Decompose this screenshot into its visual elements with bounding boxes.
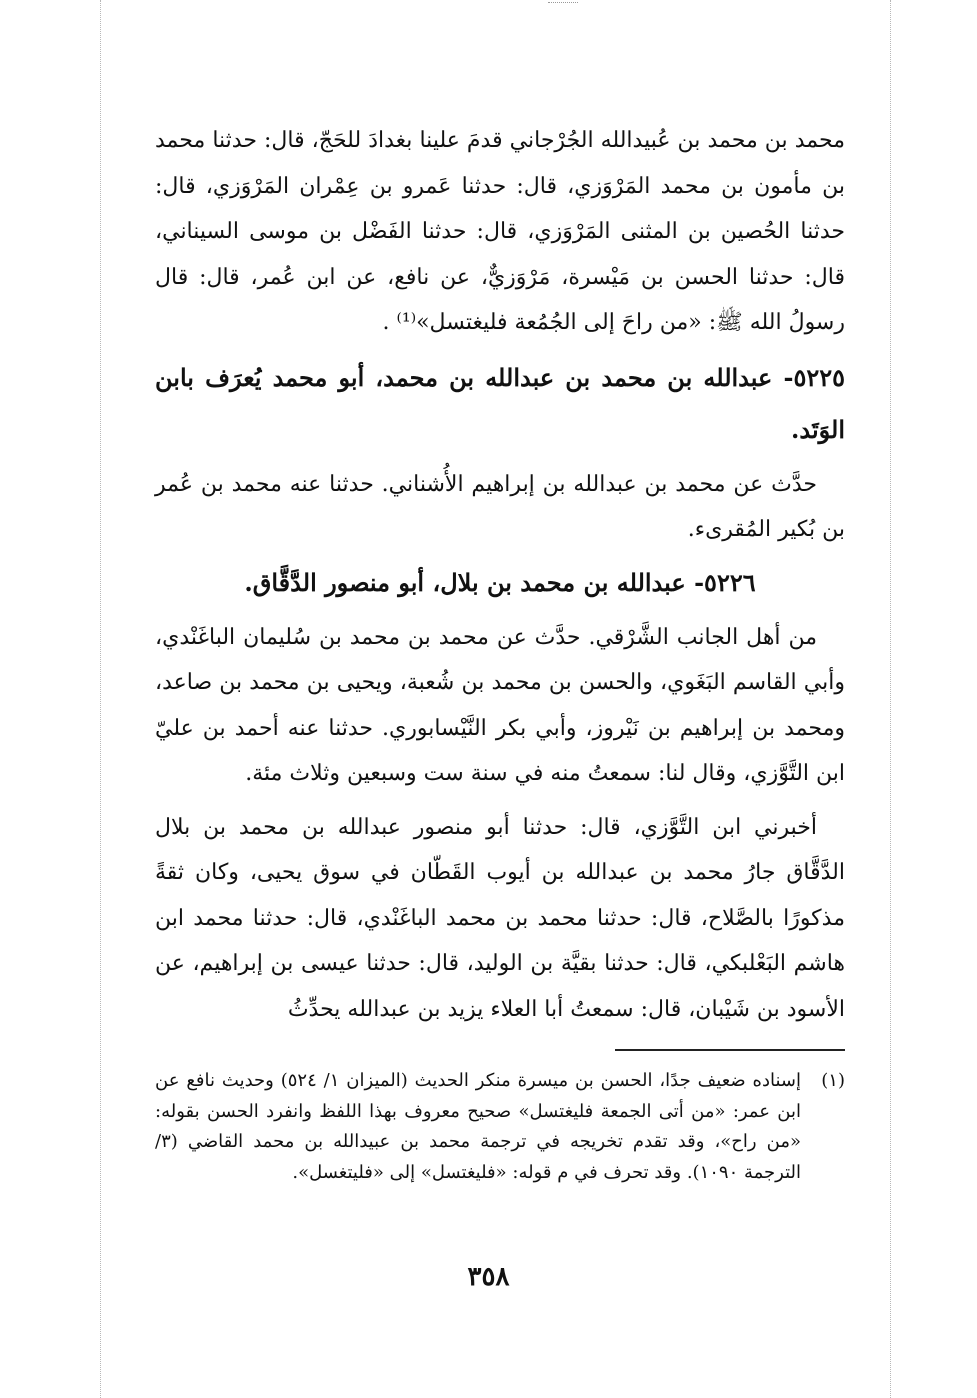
scan-margin-guide-right — [890, 0, 891, 1398]
entry-heading-5226: ٥٢٢٦- عبدالله بن محمد بن بلال، أبو منصور الدَّقَّاق. — [244, 567, 756, 597]
footnote-divider — [615, 1049, 845, 1051]
entry-heading-5225: ٥٢٢٥- عبدالله بن محمد بن عبدالله بن محمد، أبو محمد يُعرَف بابن الوَتَد. — [155, 362, 845, 444]
paragraph-entry-5225: حدَّث عن محمد بن عبدالله بن إبراهيم الأُشناني. حدثنا عنه محمد بن عُمر بن بُكير المُقرىء. — [155, 471, 845, 542]
paragraph-isnad-ibn-tawwazi: أخبرني ابن التَّوَّزي، قال: حدثنا أبو منصور عبدالله بن محمد بن بلال الدَّقَّاق جارُ محمد بن عبدالله بن أيوب القَطّان في سوق يحيى، وكان ثقةً مذكورًا بالصَّلاح، قال: حدثنا محمد بن محمد الباغَنْدي، قال: حدثنا محمد ابن هاشم البَعْلبكي، قال: حدثنا بقيَّة بن الوليد، قال: حدثنا عيسى بن إبراهيم، عن الأسود بن شَيْبان، قال: سمعتُ أبا العلاء يزيد بن عبدالله يحدِّثُ — [155, 814, 845, 1022]
footnote-text: إسناده ضعيف جدًا، الحسن بن ميسرة منكر الحديث (الميزان ١/ ٥٢٤) وحديث نافع عن ابن عمر: «من أتى الجمعة فليغتسل» صحيح معروف بهذا اللفظ وانفرد الحسن بقوله: «من راح»، وقد تقدم تخريجه في ترجمة محمد بن عبيدالله بن محمد القاضي (٣/ الترجمة ١٠٩٠). وقد تحرف في م قوله: «فليغتسل» إلى «فليتغسل». — [155, 1070, 801, 1183]
scan-margin-guide-left — [100, 0, 101, 1398]
paragraph-entry-5226: من أهل الجانب الشَّرْقي. حدَّث عن محمد بن محمد بن سُليمان الباغَنْدي، وأبي القاسم البَغَوي، والحسن بن محمد بن شُعبة، ويحيى بن محمد بن صاعد، ومحمد بن إبراهيم بن نَيْروز، وأبي بكر النَّيْسابوري. حدثنا عنه أحمد بن عليّ ابن التَّوَّزي، وقال لنا: سمعتُ منه في سنة ست وسبعين وثلاث مئة. — [155, 624, 845, 786]
footnote-1 — [155, 1066, 845, 1188]
paragraph-hadith-jumua: محمد بن محمد بن عُبيدالله الجُرْجاني قدمَ علينا بغدادَ للحَجّ، قال: حدثنا محمد بن مأمون بن محمد المَرْوَزي، قال: حدثنا عَمرو بن عِمْران المَرْوَزي، قال: حدثنا الحُصين بن المثنى المَرْوَزي، قال: حدثنا الفَضْل بن موسى السيناني، قال: حدثنا الحسن بن مَيْسرة، مَرْوَزيٌّ، عن نافع، عن ابن عُمر، قال: قال رسولُ الله ﷺ: «من راحَ إلى الجُمُعة فليغتسل»⁽¹⁾ . — [155, 128, 845, 335]
footnote-marker: (١) — [821, 1070, 845, 1091]
main-text-block — [155, 118, 845, 1032]
scan-top-mark — [548, 2, 578, 3]
page-number: ٣٥٨ — [467, 1262, 510, 1292]
